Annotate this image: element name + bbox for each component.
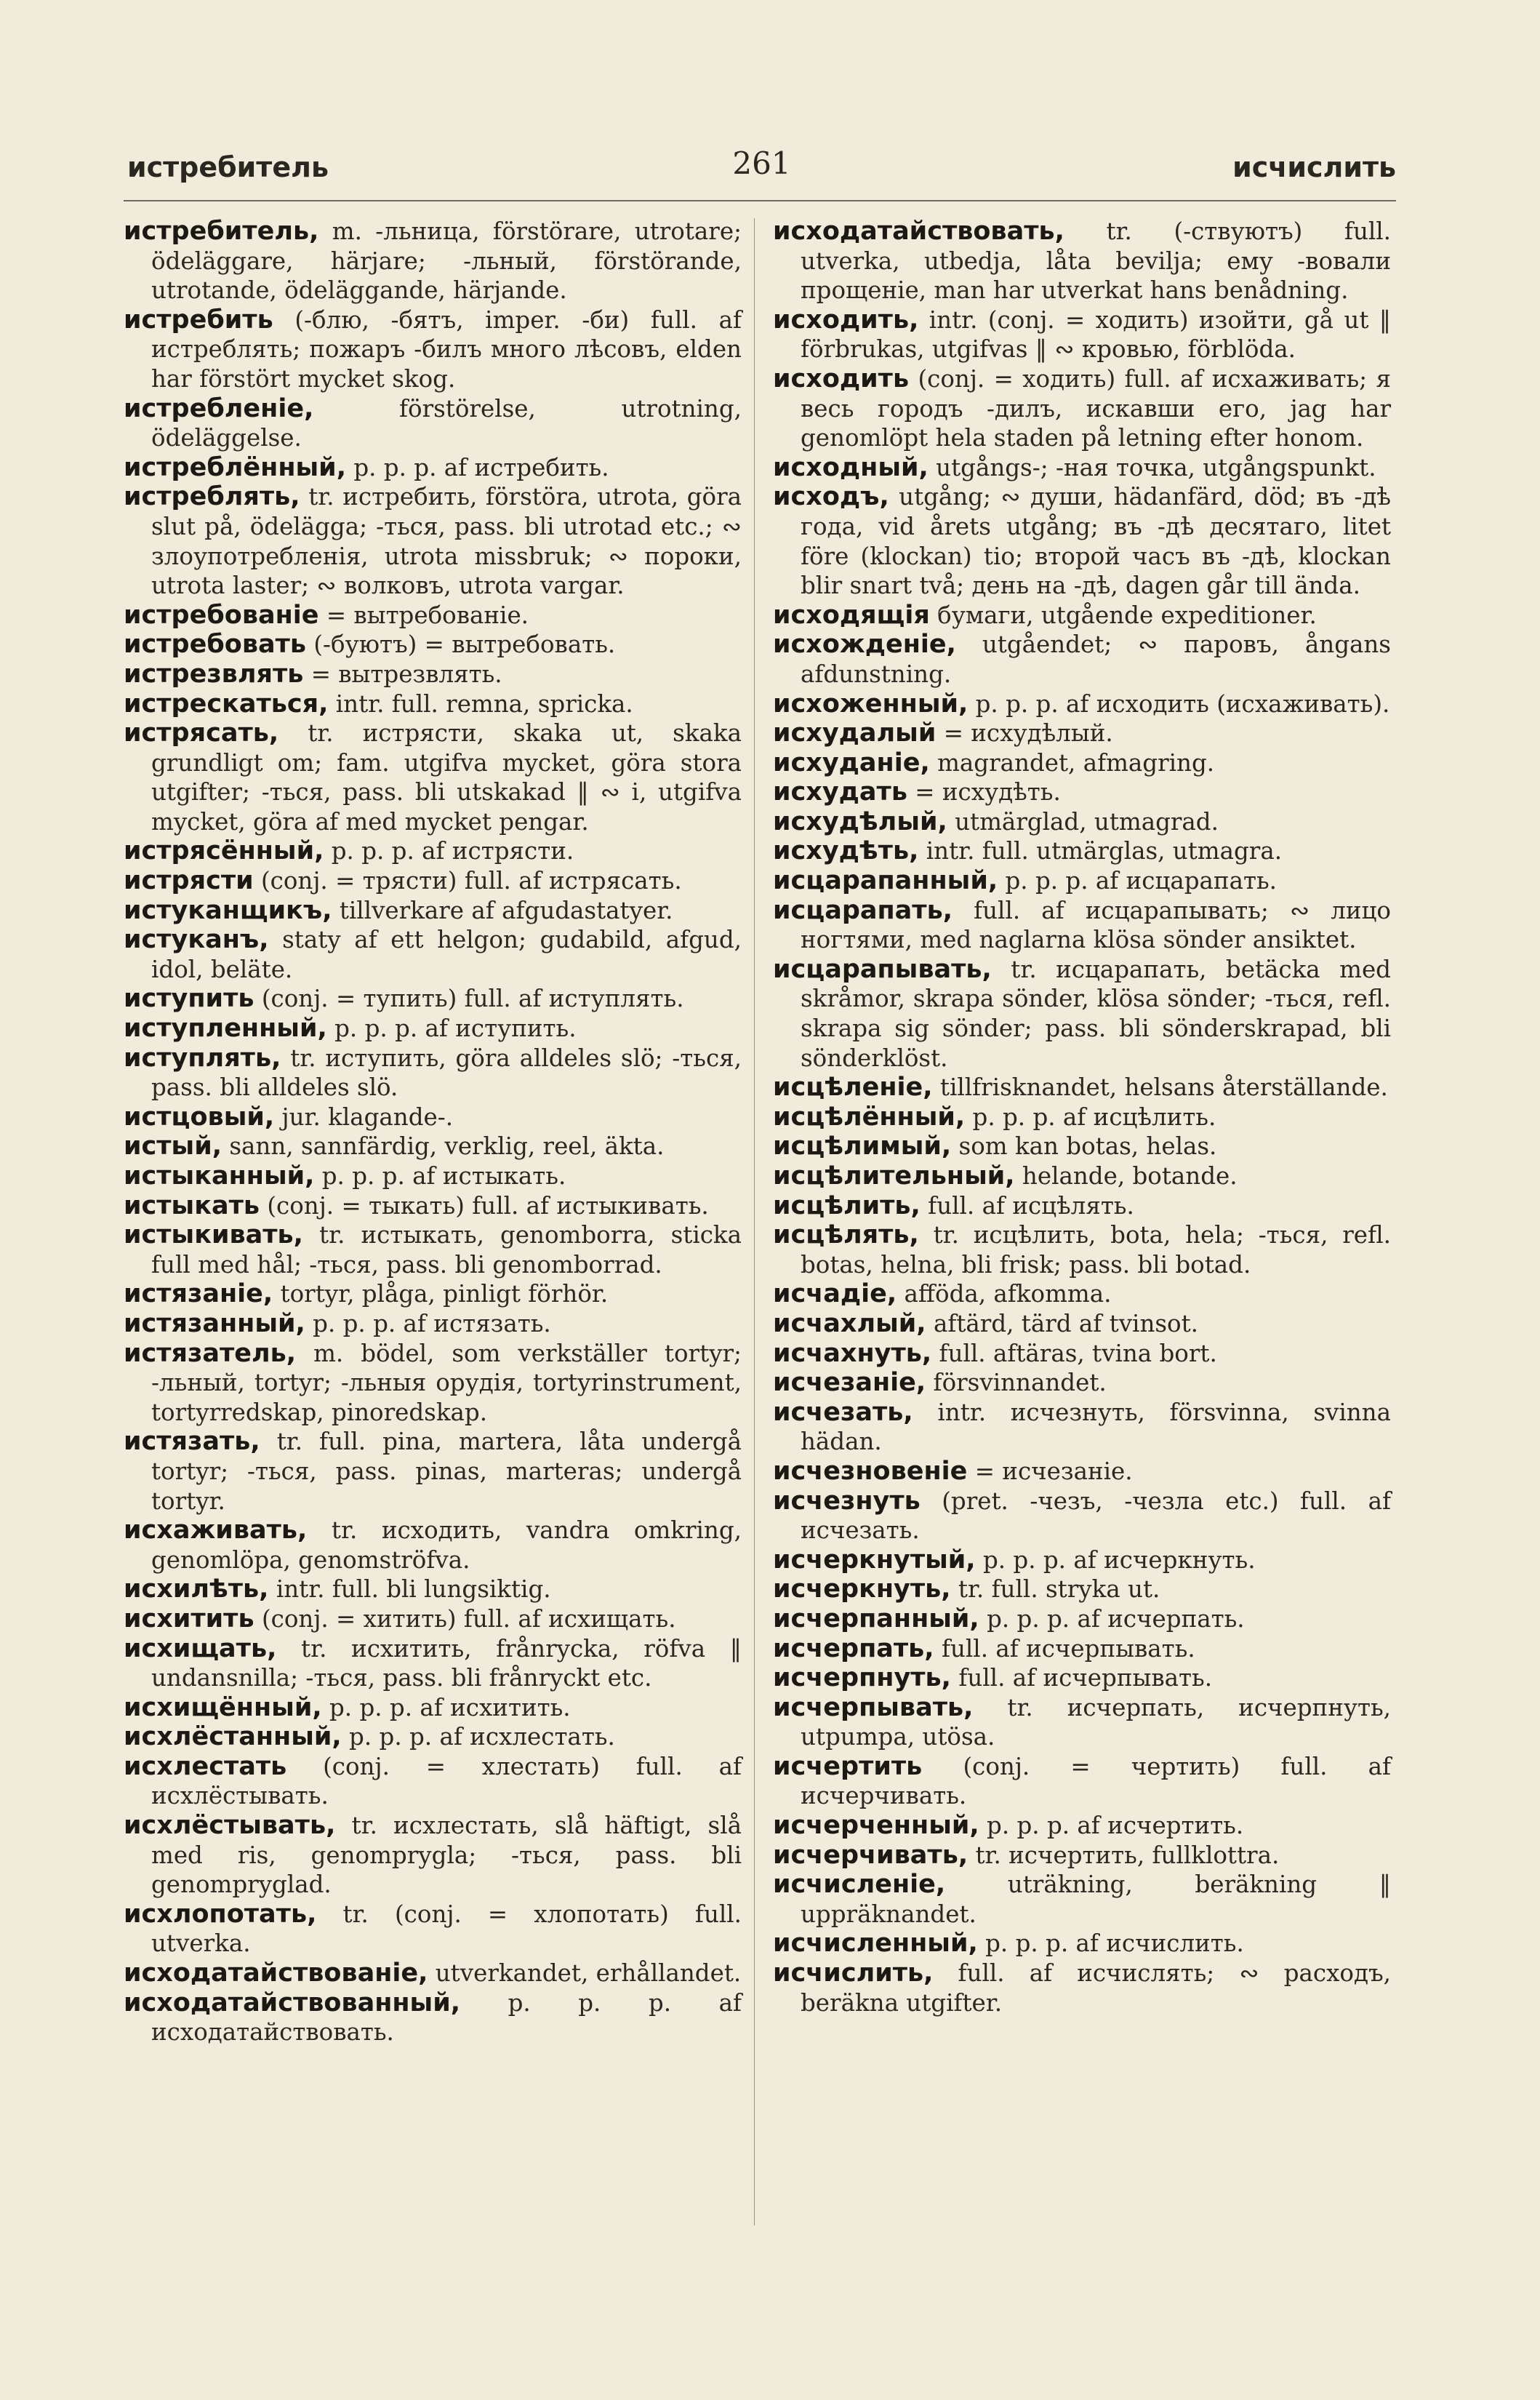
dictionary-entry (773, 1073, 1391, 1103)
entry-definition: jur. klagande-. (274, 1103, 454, 1131)
right-column (773, 217, 1391, 2017)
entry-definition: full. af исцарапывать; ∾ лицо ногтями, med naglarna klösa sönder ansiktet. (801, 896, 1391, 954)
entry-headword: исчеркнуть, (773, 1575, 951, 1604)
dictionary-entry (124, 1279, 742, 1309)
entry-headword: исчерчивать, (773, 1840, 968, 1870)
entry-definition: m. bödel, som verkställer tortyr; -льный, tortyr; -льныя орудія, tortyrinstrument, tortyrredskap, pinoredskap. (151, 1339, 742, 1426)
entry-headword: исцѣлить, (773, 1191, 921, 1220)
entry-definition: tr. (conj. = хлопотать) full. utverka. (151, 1900, 742, 1958)
entry-headword: исчахлый, (773, 1308, 926, 1338)
entry-definition: бумаги, utgående expeditioner. (929, 601, 1317, 629)
entry-definition: tr. истребить, förstöra, utrota, göra slut på, ödelägga; -ться, pass. bli utrotad etc.; ∾ злоупотребленія, utrota missbruk; ∾ пороки, utrota laster; ∾ волковъ, utrota vargar. (151, 483, 742, 600)
entry-headword: исчезнуть (773, 1486, 921, 1516)
entry-headword: исходатайствовать, (773, 217, 1064, 246)
dictionary-entry (773, 866, 1391, 896)
entry-definition: (conj. = хитить) full. af исхищать. (254, 1604, 676, 1633)
dictionary-entry (773, 1220, 1391, 1279)
dictionary-entry (124, 689, 742, 719)
entry-headword: исхудать (773, 777, 907, 807)
dictionary-entry (773, 748, 1391, 778)
dictionary-entry (773, 689, 1391, 719)
entry-definition: full. af исчерпывать. (934, 1634, 1195, 1663)
entry-headword: исходатайствованіе, (124, 1959, 428, 1988)
entry-headword: истцовый, (124, 1102, 275, 1132)
entry-definition: tr. исчертить, fullklottra. (968, 1841, 1280, 1869)
entry-headword: истрезвлять (124, 659, 304, 689)
entry-headword: истребленіе, (124, 393, 314, 423)
dictionary-entry (773, 896, 1391, 955)
entry-headword: истребовать (124, 630, 307, 660)
entry-definition: tortyr, plåga, pinligt förhör. (273, 1280, 609, 1308)
entry-definition: tr. исходить, vandra omkring, genomlöpa, genomströfva. (151, 1516, 742, 1574)
entry-headword: исхудалый (773, 719, 937, 748)
dictionary-entry (773, 1841, 1391, 1871)
entry-definition: tr. исчерпать, исчерпнуть, utpumpa, utösa. (801, 1693, 1391, 1751)
entry-headword: иступленный, (124, 1014, 327, 1044)
entry-definition: förstörelse, utrotning, ödeläggelse. (151, 394, 742, 452)
entry-headword: истыкать (124, 1191, 260, 1220)
dictionary-entry (124, 836, 742, 866)
entry-definition: tr. исхлестать, slå häftigt, slå med ris, genomprygla; -ться, pass. bli genompryglad. (151, 1812, 742, 1899)
entry-headword: истязать, (124, 1427, 260, 1457)
entry-headword: исцарапанный, (773, 866, 998, 896)
entry-headword: истыкивать, (124, 1220, 303, 1250)
entry-definition: tr. full. pina, martera, låta undergå tortyr; -ться, pass. pinas, marteras; undergå tortyr. (151, 1428, 742, 1515)
dictionary-entry (773, 453, 1391, 483)
entry-headword: истыканный, (124, 1161, 315, 1191)
entry-headword: исходатайствованный, (124, 1988, 461, 2017)
entry-definition: intr. full. remna, spricka. (328, 689, 633, 718)
entry-definition: tillfrisknandet, helsans återställande. (932, 1073, 1388, 1102)
dictionary-entry (124, 1575, 742, 1604)
entry-definition: utgångs-; -ная точка, utgångspunkt. (928, 453, 1376, 481)
entry-definition: utmärglad, utmagrad. (947, 807, 1219, 836)
entry-definition: (pret. -чезъ, -чезла etc.) full. af исчезать. (801, 1487, 1391, 1545)
entry-headword: исчерпанный, (773, 1604, 979, 1633)
dictionary-entry (124, 482, 742, 600)
entry-headword: исчахнуть, (773, 1338, 932, 1368)
entry-definition: p. p. p. af исхитить. (321, 1693, 571, 1721)
dictionary-entry (773, 1457, 1391, 1487)
entry-headword: исчисленный, (773, 1929, 978, 1959)
dictionary-entry (124, 719, 742, 836)
entry-definition: = исхудѣть. (907, 778, 1061, 807)
entry-definition: (conj. = трясти) full. af истрясать. (253, 867, 682, 895)
entry-definition: (conj. = ходить) full. af исхаживать; я весь городъ -дилъ, искавши его, jag har genomlöpt hela staden på letning efter honom. (801, 364, 1391, 452)
dictionary-entry (773, 1929, 1391, 1959)
dictionary-entry (773, 601, 1391, 631)
dictionary-entry (124, 601, 742, 631)
dictionary-entry (124, 1516, 742, 1575)
entry-definition: aftärd, tärd af tvinsot. (926, 1309, 1199, 1337)
entry-definition: utgåendet; ∾ паровъ, ångans afdunstning. (801, 631, 1391, 688)
entry-definition: tr. истыкать, genomborra, sticka full med hål; -ться, pass. bli genomborrad. (151, 1221, 742, 1279)
entry-headword: исхлёстывать, (124, 1811, 336, 1841)
entry-definition: intr. full. utmärglas, utmagra. (918, 837, 1283, 865)
left-column (124, 217, 742, 2047)
entry-definition: p. p. p. af иступить. (326, 1015, 577, 1043)
entry-definition: p. p. p. af исходатайствовать. (151, 1988, 742, 2047)
entry-definition: = исчезаніе. (967, 1457, 1133, 1485)
entry-headword: истрясти (124, 866, 254, 896)
entry-headword: исцарапать, (773, 895, 953, 925)
dictionary-entry (773, 305, 1391, 364)
entry-definition: magrandet, afmagring. (929, 748, 1215, 777)
entry-definition: intr. (conj. = ходить) изойти, gå ut ‖ förbrukas, utgifvas ‖ ∾ кровью, förblöda. (801, 305, 1391, 364)
entry-definition: tr. исцарапать, betäcka med skråmor, skrapa sönder, klösa sönder; -ться, refl. skrapa sig sönder; pass. bli sönderskrapad, bli sönderklöst. (801, 955, 1391, 1072)
entry-headword: исходить, (773, 305, 919, 335)
entry-definition: p. p. p. af исхлестать. (341, 1723, 615, 1751)
header-rule (124, 200, 1396, 201)
dictionary-entry (773, 1634, 1391, 1664)
dictionary-entry (773, 1103, 1391, 1132)
entry-headword: исчерпывать, (773, 1692, 974, 1722)
entry-headword: исхищённый, (124, 1692, 322, 1722)
dictionary-entry (124, 217, 742, 305)
entry-definition: = вытребованіе. (318, 601, 529, 629)
dictionary-entry (773, 1752, 1391, 1811)
entry-definition: tr. иступить, göra alldeles slö; -ться, pass. bli alldeles slö. (151, 1044, 742, 1102)
entry-headword: исцѣлимый, (773, 1132, 952, 1161)
dictionary-entry (124, 1191, 742, 1221)
running-header (127, 145, 1396, 196)
entry-headword: истуканщикъ, (124, 895, 332, 925)
entry-definition: full. aftäras, tvina bort. (931, 1339, 1217, 1367)
entry-definition: tr. истрясти, skaka ut, skaka grundligt om; fam. utgifva mycket, göra stora utgifter; -ться, pass. bli utskakad ‖ ∾ i, utgifva mycket, göra af med mycket pengar. (151, 719, 742, 836)
entry-headword: истребить (124, 305, 273, 335)
dictionary-entry (124, 1161, 742, 1191)
entry-definition: (conj. = хлестать) full. af исхлёстывать. (151, 1752, 742, 1810)
dictionary-entry (773, 836, 1391, 866)
entry-headword: истуканъ, (124, 925, 269, 955)
entry-headword: исцѣлённый, (773, 1102, 966, 1132)
entry-definition: tr. исхитить, frånrycka, röfva ‖ undansnilla; -ться, pass. bli frånryckt etc. (151, 1634, 742, 1692)
entry-headword: исчезаніе, (773, 1368, 926, 1398)
dictionary-entry (773, 217, 1391, 305)
entry-headword: исхаживать, (124, 1516, 308, 1545)
dictionary-entry (773, 1693, 1391, 1752)
entry-headword: исчадіе, (773, 1279, 897, 1309)
entry-headword: исходъ, (773, 482, 889, 512)
dictionary-entry (773, 1309, 1391, 1339)
entry-headword: истязанный, (124, 1308, 305, 1338)
entry-definition: p. p. p. af исцарапать. (998, 867, 1277, 895)
entry-headword: исхлестать (124, 1751, 287, 1781)
entry-headword: исхудѣлый, (773, 807, 947, 836)
dictionary-entry (773, 1161, 1391, 1191)
dictionary-entry (773, 807, 1391, 837)
entry-headword: истреблять, (124, 482, 300, 512)
entry-definition: p. p. p. af истязать. (305, 1309, 551, 1337)
entry-headword: истребованіе (124, 600, 319, 630)
entry-definition: p. p. p. af истребить. (346, 453, 609, 481)
entry-definition: (conj. = тупить) full. af иступлять. (254, 985, 684, 1013)
entry-definition: utgång; ∾ души, hädanfärd, död; въ -дѣ года, vid årets utgång; въ -дѣ десятаго, litet före (klockan) tio; второй часъ въ -дѣ, klockan blir snart två; день на -дѣ, dagen går till ända. (801, 483, 1391, 600)
entry-headword: иступлять, (124, 1043, 281, 1073)
entry-headword: исчерченный, (773, 1811, 979, 1841)
entry-definition: sann, sannfärdig, verklig, reel, äkta. (222, 1132, 665, 1161)
entry-definition: staty af ett helgon; gudabild, afgud, idol, beläte. (151, 926, 742, 983)
entry-definition: tillverkare af afgudastatyer. (332, 896, 673, 924)
header-right-guideword: исчислить (1232, 151, 1396, 183)
entry-headword: исцѣлительный, (773, 1161, 1015, 1191)
entry-headword: исчерпнуть, (773, 1663, 951, 1693)
entry-definition: försvinnandet. (926, 1369, 1107, 1397)
entry-headword: исчисленіе, (773, 1870, 946, 1900)
entry-definition: tr. исцѣлить, bota, hela; -ться, refl. botas, helna, bli frisk; pass. bli botad. (801, 1221, 1391, 1279)
dictionary-entry (773, 1575, 1391, 1604)
dictionary-entry (773, 1545, 1391, 1575)
entry-headword: исхудѣть, (773, 836, 919, 866)
entry-definition: utverkandet, erhållandet. (428, 1959, 742, 1988)
dictionary-entry (773, 1604, 1391, 1634)
entry-definition: helande, botande. (1014, 1162, 1238, 1190)
dictionary-entry (124, 1722, 742, 1752)
dictionary-entry (124, 925, 742, 984)
entry-definition: = вытрезвлять. (303, 660, 502, 688)
entry-headword: исцѣленіе, (773, 1073, 933, 1103)
dictionary-entry (124, 1132, 742, 1161)
dictionary-entry (773, 1132, 1391, 1161)
dictionary-entry (773, 955, 1391, 1073)
entry-headword: истрескаться, (124, 689, 329, 719)
dictionary-entry (773, 1870, 1391, 1929)
entry-definition: full. af исчерпывать. (950, 1664, 1213, 1692)
entry-definition: (-блю, -бятъ, imper. -би) full. af истреблять; пожаръ -билъ много лѣсовъ, elden har förstört mycket skog. (151, 305, 742, 393)
entry-definition: tr. full. stryka ut. (950, 1575, 1160, 1604)
dictionary-entry (124, 984, 742, 1014)
entry-definition: full. af исчислять; ∾ расходъ, beräkna utgifter. (801, 1959, 1391, 2017)
entry-headword: истребитель, (124, 217, 319, 246)
dictionary-entry (124, 305, 742, 394)
dictionary-entry (124, 453, 742, 483)
entry-headword: исходить (773, 364, 910, 393)
dictionary-entry (124, 1634, 742, 1693)
entry-headword: истый, (124, 1132, 222, 1161)
entry-definition: p. p. p. af исцѣлить. (965, 1103, 1216, 1131)
dictionary-entry (124, 1309, 742, 1339)
page-number: 261 (732, 145, 791, 181)
entry-headword: исхлопотать, (124, 1899, 317, 1929)
dictionary-entry (124, 1427, 742, 1516)
dictionary-entry (124, 1811, 742, 1900)
entry-definition: p. p. p. af исчеркнуть. (975, 1545, 1256, 1574)
entry-headword: иступить (124, 984, 254, 1014)
entry-definition: = исхудѣлый. (936, 719, 1113, 748)
dictionary-entry (773, 1279, 1391, 1309)
dictionary-entry (124, 1220, 742, 1279)
dictionary-entry (124, 1752, 742, 1811)
dictionary-entry (773, 1663, 1391, 1693)
dictionary-entry (773, 630, 1391, 689)
dictionary-entry (773, 777, 1391, 807)
entry-headword: истрясать, (124, 719, 279, 748)
dictionary-entry (773, 1959, 1391, 2017)
entry-headword: истреблённый, (124, 452, 346, 482)
entry-definition: (conj. = тыкать) full. af истыкивать. (260, 1191, 709, 1220)
entry-definition: intr. full. bli lungsiktig. (268, 1575, 551, 1604)
entry-definition: full. af исцѣлять. (920, 1191, 1134, 1220)
entry-definition: p. p. p. af истрясти. (324, 837, 574, 865)
dictionary-entry (124, 896, 742, 926)
entry-headword: исхуданіе, (773, 748, 930, 777)
dictionary-entry (773, 719, 1391, 748)
entry-definition: p. p. p. af исчертить. (979, 1812, 1244, 1840)
entry-definition: p. p. p. af исчислить. (977, 1929, 1244, 1958)
dictionary-entry (124, 1900, 742, 1959)
dictionary-entry (124, 1339, 742, 1428)
entry-headword: исхитить (124, 1604, 254, 1633)
dictionary-entry (773, 1191, 1391, 1221)
entry-definition: uträkning, beräkning ‖ uppräknandet. (801, 1871, 1391, 1928)
dictionary-entry (773, 482, 1391, 600)
entry-headword: исхлёстанный, (124, 1722, 342, 1752)
entry-headword: истязатель, (124, 1338, 297, 1368)
dictionary-entry (773, 1368, 1391, 1398)
entry-definition: (-буютъ) = вытребовать. (306, 631, 616, 659)
dictionary-entry (773, 1811, 1391, 1841)
dictionary-entry (124, 1044, 742, 1103)
dictionary-entry (124, 1959, 742, 1988)
dictionary-entry (124, 630, 742, 660)
entry-definition: p. p. p. af исходить (исхаживать). (968, 689, 1390, 718)
dictionary-entry (124, 1103, 742, 1132)
entry-definition: (conj. = чертить) full. af исчерчивать. (801, 1752, 1391, 1810)
entry-definition: som kan botas, helas. (951, 1132, 1217, 1161)
entry-headword: исходный, (773, 452, 929, 482)
dictionary-entry (124, 866, 742, 896)
dictionary-entry (773, 1339, 1391, 1369)
entry-headword: исцѣлять, (773, 1220, 919, 1250)
dictionary-entry (773, 364, 1391, 453)
entry-headword: истрясённый, (124, 836, 324, 866)
entry-definition: tr. (-ствуютъ) full. utverka, utbedja, låta bevilja; ему -вовали прощеніе, man har utverkat hans benådning. (801, 217, 1391, 305)
column-divider (754, 218, 755, 2225)
dictionary-entry (773, 1398, 1391, 1457)
entry-headword: исчеркнутый, (773, 1545, 976, 1575)
dictionary-entry (773, 1487, 1391, 1545)
entry-headword: исчислить, (773, 1959, 934, 1988)
entry-headword: исходящія (773, 600, 930, 630)
dictionary-entry (124, 660, 742, 689)
entry-headword: исчертить (773, 1751, 923, 1781)
entry-headword: истязаніе, (124, 1279, 273, 1309)
entry-headword: исчезать, (773, 1397, 913, 1427)
entry-headword: исхожденіе, (773, 630, 956, 660)
dictionary-entry (124, 394, 742, 453)
dictionary-entry (124, 1014, 742, 1044)
header-left-guideword: истребитель (127, 151, 329, 183)
entry-definition: m. -льница, förstörare, utrotare; ödeläggare, härjare; -льный, förstörande, utrotande, ödeläggande, härjande. (151, 217, 742, 305)
entry-headword: исхилѣть, (124, 1575, 269, 1604)
entry-headword: исчезновеніе (773, 1456, 968, 1486)
entry-headword: исцарапывать, (773, 954, 992, 984)
dictionary-entry (124, 1693, 742, 1723)
entry-definition: afföda, afkomma. (897, 1280, 1112, 1308)
entry-headword: исхищать, (124, 1633, 277, 1663)
entry-definition: p. p. p. af истыкать. (314, 1162, 566, 1190)
entry-headword: исчерпать, (773, 1633, 934, 1663)
dictionary-entry (124, 1604, 742, 1634)
dictionary-entry (124, 1988, 742, 2047)
entry-definition: p. p. p. af исчерпать. (979, 1604, 1245, 1633)
entry-headword: исхоженный, (773, 689, 968, 719)
entry-definition: intr. исчезнуть, försvinna, svinna hädan. (801, 1398, 1391, 1456)
